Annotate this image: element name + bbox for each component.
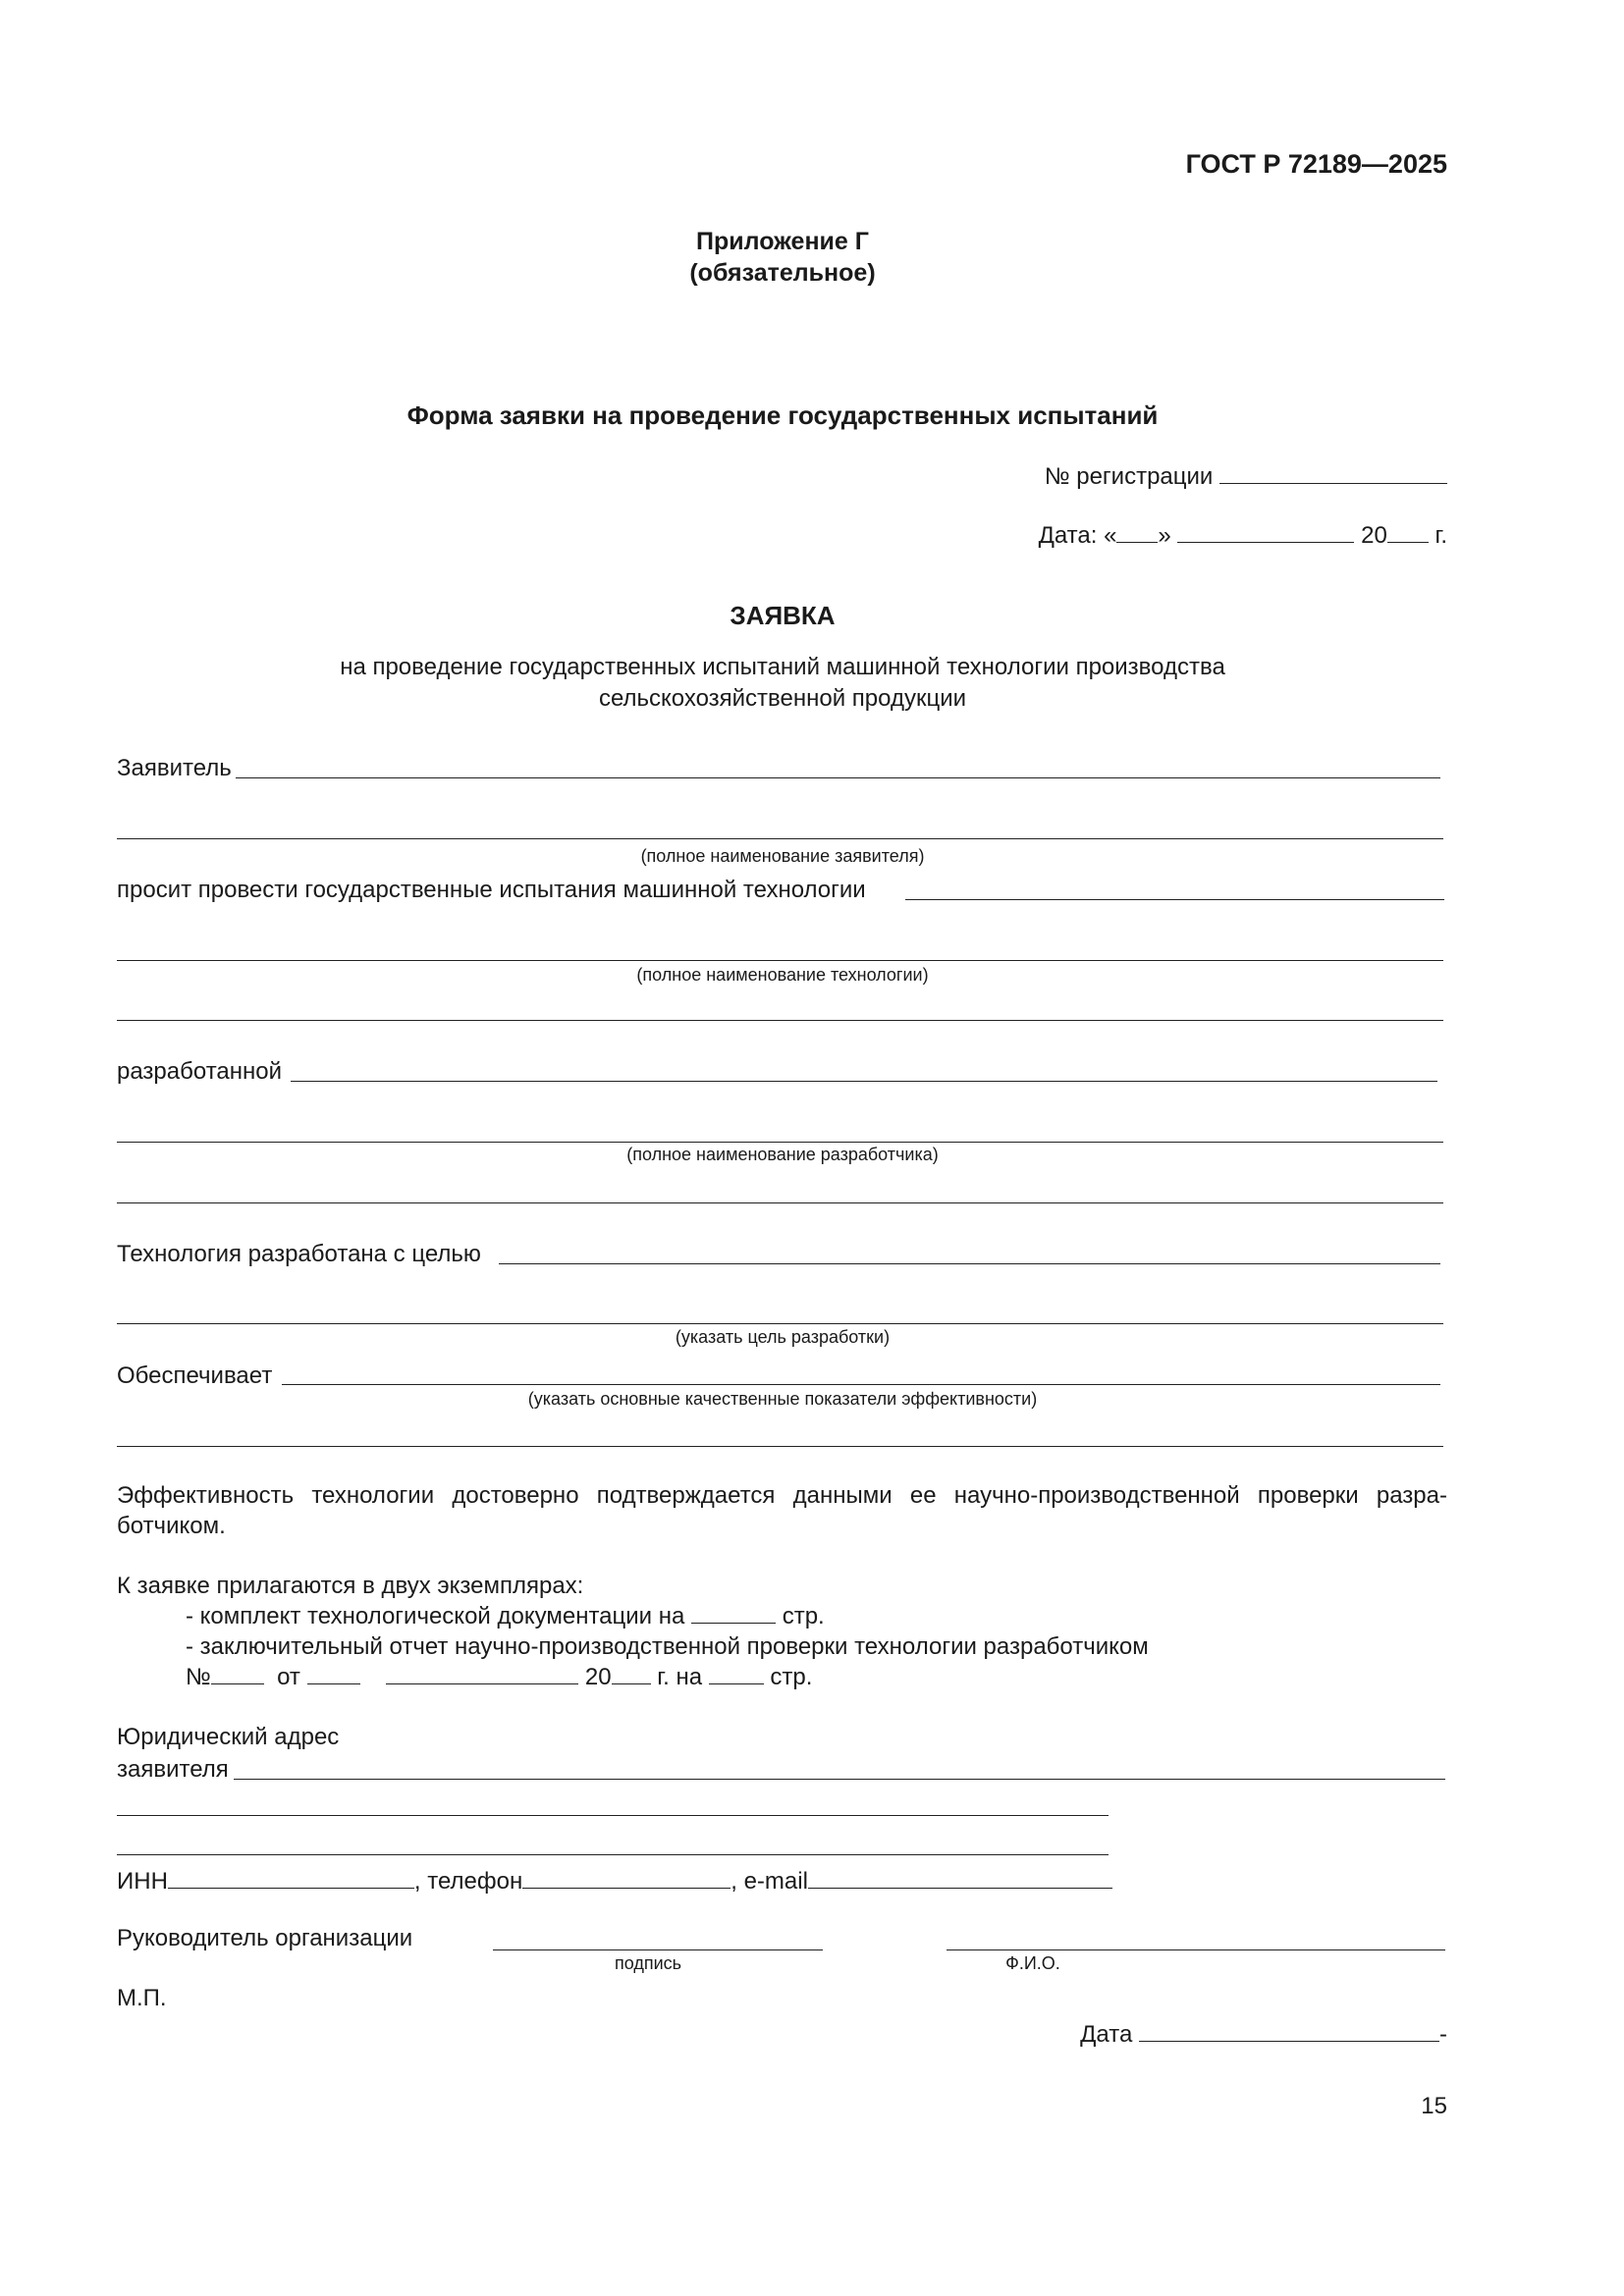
date-month-field[interactable] [1177, 522, 1354, 543]
attachment-item-1 [186, 1603, 825, 1630]
attachment-item-1-suffix: стр. [782, 1603, 825, 1629]
address-label-2: заявителя [117, 1756, 229, 1783]
signature-date-line [1080, 2021, 1447, 2049]
applicant-hint: (полное наименование заявителя) [640, 846, 925, 866]
date-day-field[interactable] [1116, 522, 1158, 543]
technology-field-3[interactable] [117, 1020, 1443, 1021]
technology-field-2[interactable] [117, 960, 1443, 961]
developer-field-2[interactable] [117, 1142, 1443, 1143]
applicant-field[interactable] [236, 777, 1440, 778]
contacts-line [117, 1868, 1112, 1896]
attachments-intro: К заявке прилагаются в двух экземплярах: [117, 1573, 584, 1599]
standard-number: ГОСТ Р 72189—2025 [1185, 149, 1447, 179]
application-subtitle-1: на проведение государственных испытаний машинной технологии производства [340, 654, 1225, 680]
efficiency-text-2: ботчиком. [117, 1513, 226, 1539]
date-year-suffix: г. [1435, 522, 1447, 549]
report-num-label: № [186, 1664, 211, 1690]
developer-field[interactable] [291, 1081, 1437, 1082]
email-field[interactable] [808, 1868, 1112, 1889]
applicant-label: Заявитель [117, 755, 232, 781]
signature-date-field[interactable] [1139, 2021, 1439, 2042]
signature-date-trail: - [1439, 2021, 1447, 2048]
name-hint: Ф.И.О. [1005, 1953, 1060, 1973]
seal-label: М.П. [117, 1985, 167, 2011]
technology-hint: (полное наименование технологии) [636, 965, 929, 985]
address-field[interactable] [234, 1779, 1445, 1780]
date-year-prefix: 20 [1361, 522, 1387, 549]
report-day-field[interactable] [307, 1664, 360, 1684]
name-field[interactable] [947, 1949, 1445, 1950]
application-title: ЗАЯВКА [730, 601, 836, 630]
report-details-line [186, 1664, 812, 1691]
report-pages-suffix: стр. [770, 1664, 813, 1690]
purpose-field-2[interactable] [117, 1323, 1443, 1324]
address-label-1: Юридический адрес [117, 1724, 340, 1750]
head-label: Руководитель организации [117, 1925, 413, 1951]
applicant-field-2[interactable] [117, 838, 1443, 839]
report-month-field[interactable] [386, 1664, 578, 1684]
report-year-prefix: 20 [584, 1664, 612, 1690]
report-from-label: от [277, 1664, 300, 1690]
phone-field[interactable] [522, 1868, 731, 1889]
attachment-item-1-label: - комплект технологической документации на [186, 1603, 685, 1629]
registration-field[interactable] [1219, 463, 1447, 484]
provides-field-2[interactable] [117, 1446, 1443, 1447]
form-title: Форма заявки на проведение государственных испытаний [406, 400, 1159, 430]
provides-field[interactable] [282, 1384, 1440, 1385]
application-subtitle-2: сельскохозяйственной продукции [598, 685, 967, 712]
date-year-field[interactable] [1387, 522, 1429, 543]
report-year-mid: г. на [657, 1664, 703, 1690]
date-line [1039, 522, 1447, 550]
developer-hint: (полное наименование разработчика) [626, 1145, 939, 1164]
request-label: просит провести государственные испытания машинной технологии [117, 877, 866, 903]
appendix-note: (обязательное) [689, 259, 876, 287]
report-year-field[interactable] [612, 1664, 651, 1684]
technology-field[interactable] [905, 899, 1444, 900]
signature-hint: подпись [614, 1953, 682, 1973]
report-pages-field[interactable] [709, 1664, 764, 1684]
report-number-field[interactable] [211, 1664, 264, 1684]
developed-label: разработанной [117, 1058, 283, 1085]
signature-date-label: Дата [1080, 2021, 1133, 2048]
registration-label: № регистрации [1044, 463, 1214, 490]
provides-label: Обеспечивает [117, 1362, 273, 1389]
address-field-3[interactable] [117, 1854, 1109, 1855]
date-label: Дата: « [1038, 522, 1117, 549]
appendix-title: Приложение Г [696, 228, 869, 255]
attachment-item-2: - заключительный отчет научно-производственной проверки технологии разработчиком [186, 1633, 1149, 1660]
provides-hint: (указать основные качественные показатели эффективности) [527, 1389, 1038, 1409]
signature-field[interactable] [493, 1949, 823, 1950]
purpose-hint: (указать цель разработки) [675, 1327, 891, 1347]
documentation-pages-field[interactable] [691, 1603, 776, 1624]
email-label: , e-mail [731, 1868, 808, 1895]
registration-line [1045, 463, 1447, 491]
efficiency-text-1: Эффективность технологии достоверно подтверждается данными ее научно-производственной проверки разра- [117, 1482, 1447, 1509]
inn-field[interactable] [168, 1868, 414, 1889]
date-quote-close: » [1158, 522, 1171, 549]
purpose-field[interactable] [499, 1263, 1440, 1264]
purpose-label: Технология разработана с целью [117, 1241, 481, 1267]
developer-field-3[interactable] [117, 1202, 1443, 1203]
address-field-2[interactable] [117, 1815, 1109, 1816]
inn-label: ИНН [117, 1868, 168, 1895]
phone-label: , телефон [413, 1868, 523, 1895]
page-number: 15 [1421, 2093, 1447, 2119]
